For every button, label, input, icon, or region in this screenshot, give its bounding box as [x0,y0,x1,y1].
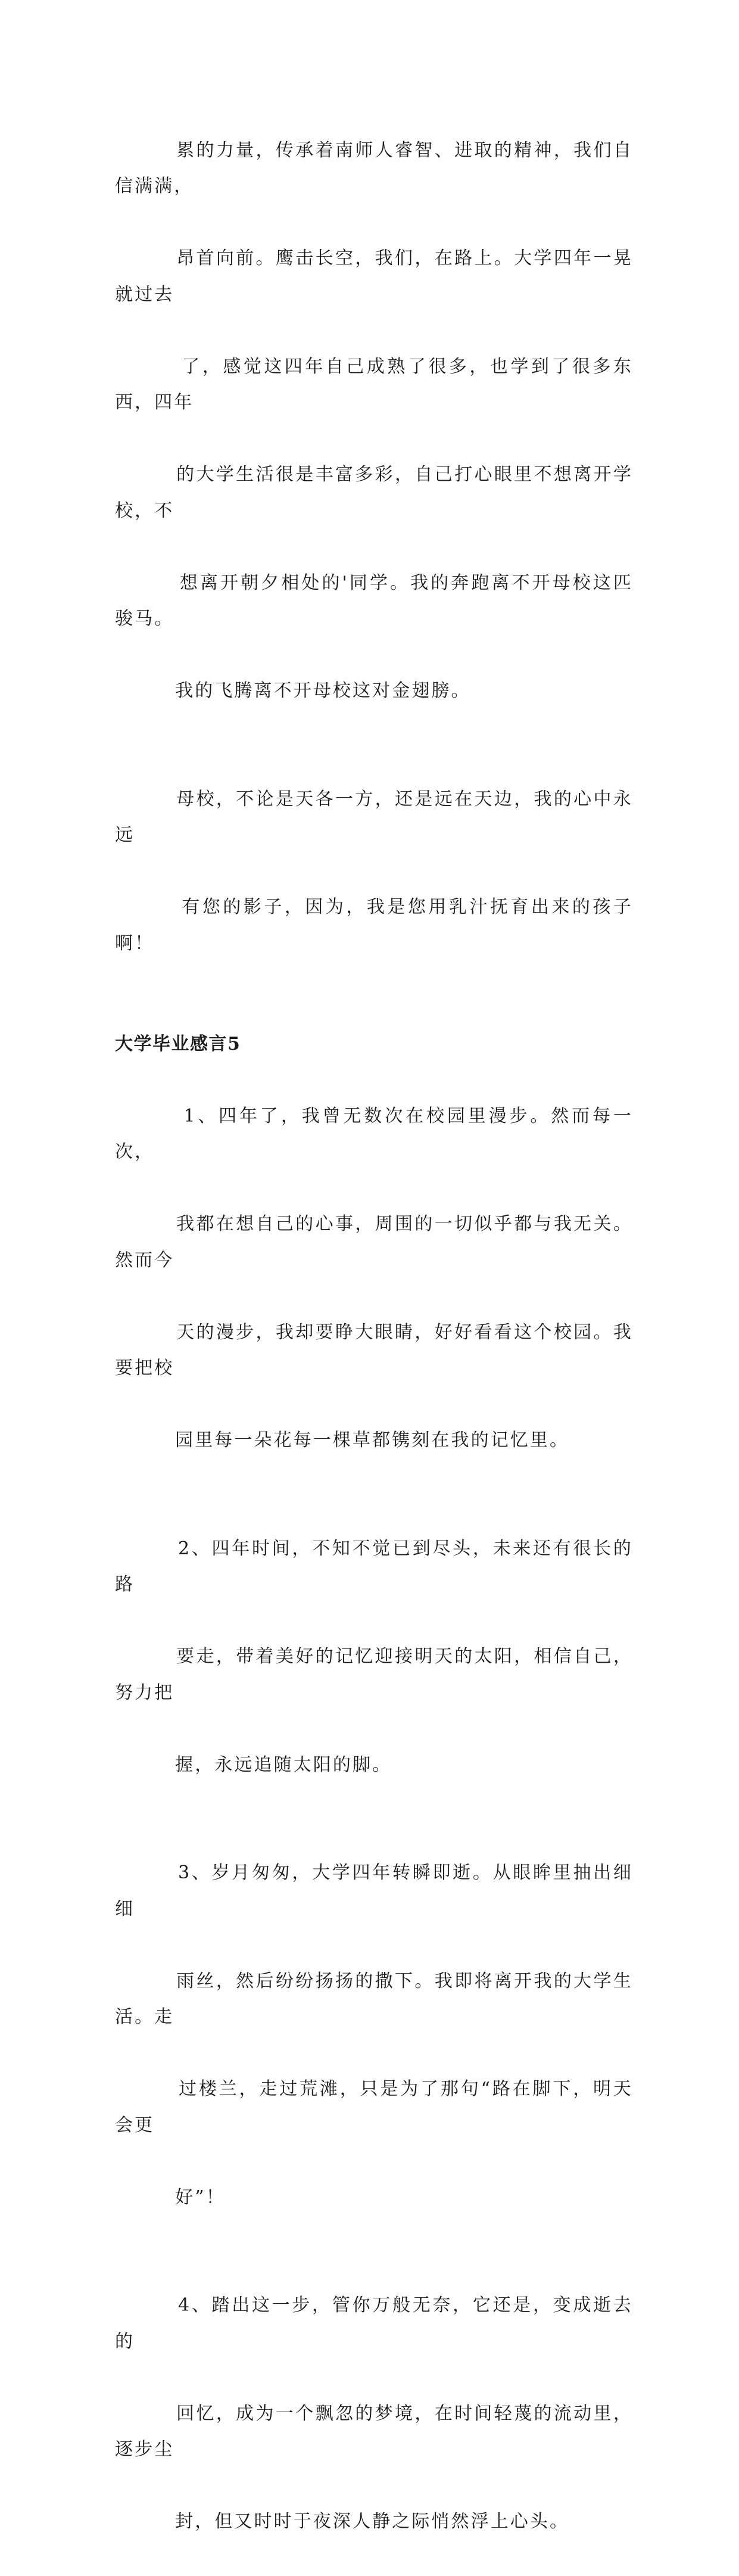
paragraph-line: 回忆，成为一个飘忽的梦境，在时间轻蔑的流动里，逐步尘 [115,2403,633,2460]
paragraph-line: 累的力量，传承着南师人睿智、进取的精神，我们自信满满， [115,140,633,197]
paragraph-line: 4、踏出这一步，管你万般无奈，它还是，变成逝去的 [115,2295,633,2352]
paragraph-line: 我都在想自己的心事，周围的一切似乎都与我无关。然而今 [115,1214,633,1271]
document-body [115,97,633,2576]
paragraph-line: 1、四年了，我曾无数次在校园里漫步。然而每一次， [115,1106,633,1163]
paragraph-1 [115,97,633,745]
paragraph-line: 天的漫步，我却要睁大眼睛，好好看看这个校园。我要把校 [115,1322,633,1379]
paragraph-line: 的大学生活很是丰富多彩，自己打心眼里不想离开学校，不 [115,464,633,521]
paragraph-line: 2、四年时间，不知不觉已到尽头，未来还有很长的路 [115,1538,633,1595]
paragraph-item-4 [115,2252,633,2576]
paragraph-group-before [115,97,633,998]
paragraph-line: 3、岁月匆匆，大学四年转瞬即逝。从眼眸里抽出细细 [115,1862,633,1919]
paragraph-item-1 [115,1062,633,1495]
paragraph-line: 母校，不论是天各一方，还是远在天边，我的心中永远 [115,789,633,846]
paragraph-item-2 [115,1495,633,1819]
document-page [0,0,739,1045]
paragraph-line: 我的飞腾离不开母校这对金翅膀。 [175,680,471,701]
paragraph-line: 雨丝，然后纷纷扬扬的撒下。我即将离开我的大学生活。走 [115,1971,633,2028]
paragraph-group-after [115,1062,633,2576]
paragraph-line: 好”！ [175,2187,226,2208]
paragraph-line: 有您的影子，因为，我是您用乳汁抚育出来的孩子啊！ [115,897,633,954]
paragraph-line: 昂首向前。鹰击长空，我们，在路上。大学四年一晃就过去 [115,248,633,305]
paragraph-line: 握，永远追随太阳的脚。 [175,1754,392,1775]
paragraph-line: 要走，带着美好的记忆迎接明天的太阳，相信自己，努力把 [115,1646,633,1703]
paragraph-line: 封，但又时时于夜深人静之际悄然浮上心头。 [175,2511,569,2532]
section-heading: 大学毕业感言5 [115,1026,633,1063]
paragraph-item-3 [115,1819,633,2252]
paragraph-line: 园里每一朵花每一棵草都镌刻在我的记忆里。 [175,1430,569,1451]
paragraph-line: 了，感觉这四年自己成熟了很多，也学到了很多东西，四年 [115,356,633,413]
paragraph-line: 想离开朝夕相处的'同学。我的奔跑离不开母校这匹骏马。 [115,573,633,630]
paragraph-2 [115,745,633,998]
paragraph-line: 过楼兰，走过荒滩，只是为了那句“路在脚下，明天会更 [115,2079,633,2136]
